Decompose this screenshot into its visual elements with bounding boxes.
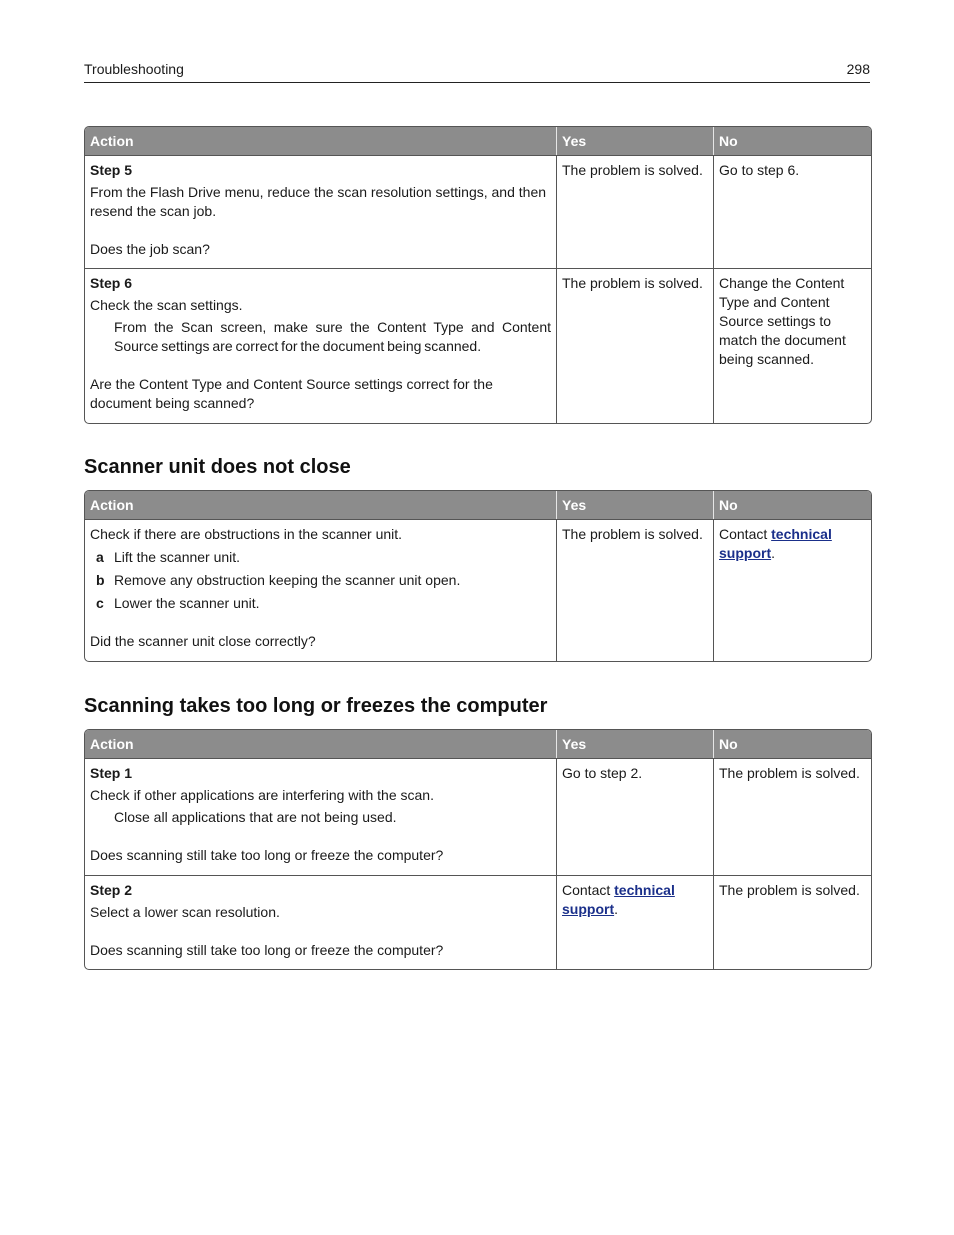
action-cell bbox=[85, 875, 556, 969]
table-row bbox=[85, 268, 871, 423]
section-heading-scanner-unit: Scanner unit does not close bbox=[84, 456, 351, 478]
table-header-row bbox=[85, 491, 871, 519]
action-cell bbox=[85, 519, 556, 661]
step-title: Step 6 bbox=[90, 275, 133, 291]
substep-text: Lift the scanner unit. bbox=[114, 549, 241, 565]
no-cell bbox=[713, 519, 871, 661]
step-detail: From the Scan screen, make sure the Content Type and Content Source settings are correct for the document being scanned. bbox=[114, 319, 551, 354]
table-row bbox=[85, 875, 871, 969]
action-cell bbox=[85, 155, 556, 268]
technical-support-link[interactable]: technical support bbox=[719, 526, 832, 561]
column-header-yes: Yes bbox=[556, 730, 713, 758]
page-number: 298 bbox=[846, 61, 870, 77]
table-header-row bbox=[85, 127, 871, 155]
troubleshooting-table-3 bbox=[84, 729, 872, 970]
table-header-row bbox=[85, 730, 871, 758]
step-title: Step 1 bbox=[90, 765, 133, 781]
step-question: Does scanning still take too long or freeze the computer? bbox=[90, 942, 444, 958]
yes-cell: The problem is solved. bbox=[556, 268, 713, 423]
substep-c bbox=[90, 594, 551, 613]
column-header-no: No bbox=[713, 491, 871, 519]
action-cell bbox=[85, 268, 556, 423]
no-cell: Go to step 6. bbox=[713, 155, 871, 268]
step-detail: Close all applications that are not being used. bbox=[114, 809, 397, 825]
step-instruction: Check if other applications are interfering with the scan. bbox=[90, 787, 434, 803]
column-header-yes: Yes bbox=[556, 127, 713, 155]
section-heading-scanning-slow: Scanning takes too long or freezes the computer bbox=[84, 695, 548, 717]
step-instruction: From the Flash Drive menu, reduce the scan resolution settings, and then resend the scan job. bbox=[90, 184, 547, 219]
column-header-action: Action bbox=[85, 127, 556, 155]
step-question: Did the scanner unit close correctly? bbox=[90, 633, 316, 649]
column-header-no: No bbox=[713, 730, 871, 758]
table-row bbox=[85, 155, 871, 268]
table-row bbox=[85, 519, 871, 661]
substep-text: Lower the scanner unit. bbox=[114, 595, 260, 611]
yes-cell bbox=[556, 875, 713, 969]
troubleshooting-table-2 bbox=[84, 490, 872, 662]
yes-cell: Go to step 2. bbox=[556, 758, 713, 875]
step-instruction: Select a lower scan resolution. bbox=[90, 904, 280, 920]
period-text: . bbox=[771, 545, 775, 561]
substep-a bbox=[90, 548, 551, 567]
substep-letter: a bbox=[96, 549, 104, 565]
no-cell: The problem is solved. bbox=[713, 758, 871, 875]
step-title: Step 2 bbox=[90, 882, 133, 898]
no-cell: The problem is solved. bbox=[713, 875, 871, 969]
yes-cell: The problem is solved. bbox=[556, 519, 713, 661]
step-instruction: Check if there are obstructions in the scanner unit. bbox=[90, 526, 403, 542]
step-instruction: Check the scan settings. bbox=[90, 297, 243, 313]
step-question: Does scanning still take too long or freeze the computer? bbox=[90, 847, 444, 863]
page-header bbox=[84, 60, 870, 83]
step-title: Step 5 bbox=[90, 162, 133, 178]
troubleshooting-table-1 bbox=[84, 126, 872, 424]
contact-text: Contact bbox=[719, 526, 772, 542]
step-question: Does the job scan? bbox=[90, 241, 210, 257]
technical-support-link[interactable]: technical support bbox=[562, 882, 675, 917]
substep-text: Remove any obstruction keeping the scanner unit open. bbox=[114, 572, 461, 588]
substep-letter: c bbox=[96, 595, 104, 611]
step-question: Are the Content Type and Content Source settings correct for the document being scanned? bbox=[90, 376, 493, 411]
column-header-action: Action bbox=[85, 730, 556, 758]
action-cell bbox=[85, 758, 556, 875]
no-cell: Change the Content Type and Content Source settings to match the document being scanned. bbox=[713, 268, 871, 423]
substep-letter: b bbox=[96, 572, 105, 588]
contact-text: Contact bbox=[562, 882, 615, 898]
column-header-yes: Yes bbox=[556, 491, 713, 519]
section-title: Troubleshooting bbox=[84, 61, 184, 77]
yes-cell: The problem is solved. bbox=[556, 155, 713, 268]
column-header-no: No bbox=[713, 127, 871, 155]
substep-b bbox=[90, 571, 551, 590]
table-row bbox=[85, 758, 871, 875]
column-header-action: Action bbox=[85, 491, 556, 519]
period-text: . bbox=[614, 901, 618, 917]
